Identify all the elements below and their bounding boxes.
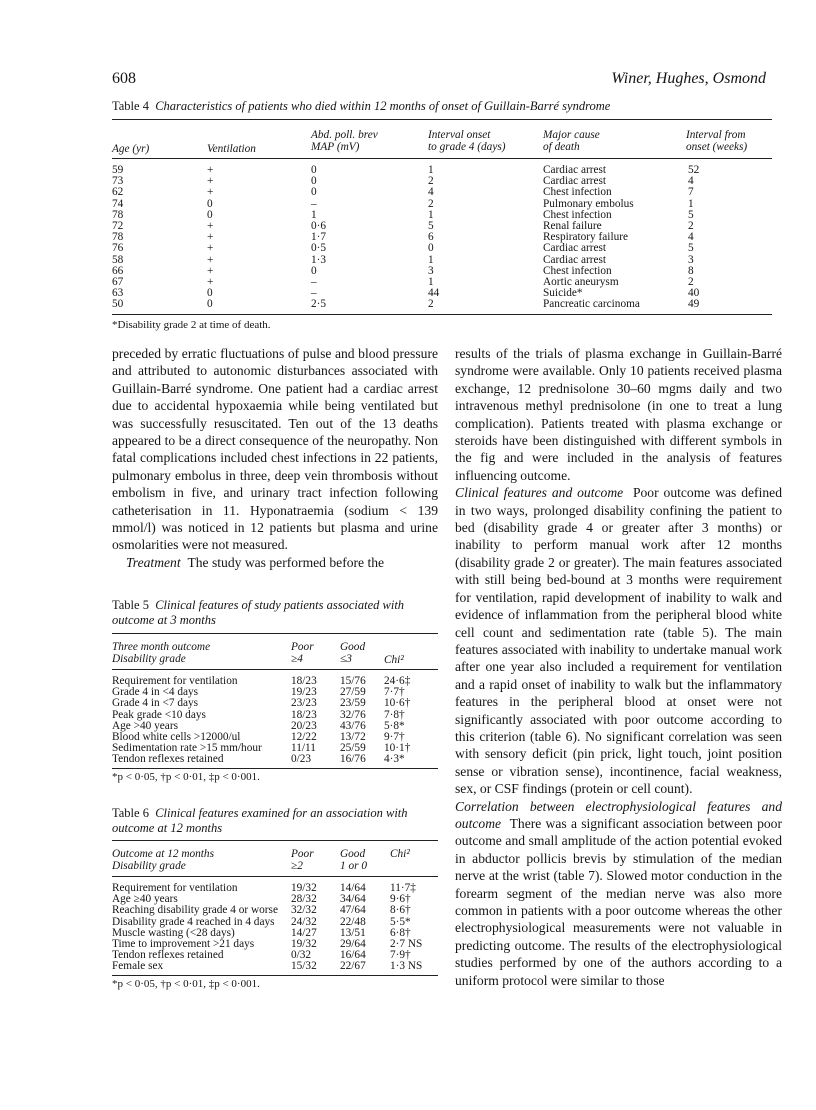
table5-caption (112, 598, 438, 628)
interval-cell: 0 (428, 242, 434, 255)
map-cell: 1·3 (311, 253, 327, 266)
weeks-cell: 40 (688, 287, 700, 300)
table5-header-rule (112, 669, 438, 670)
table4-row (112, 187, 772, 198)
table6-body (112, 883, 438, 973)
interval-cell: 1 (428, 276, 434, 289)
map-cell: 1·7 (311, 231, 327, 244)
poor-cell: 0/32 (291, 949, 312, 962)
weeks-cell: 5 (688, 242, 694, 255)
treatment-paragraph: The study was performed before the (187, 554, 385, 570)
ventilation-cell: 0 (207, 287, 213, 300)
table5-bottom-rule (112, 768, 438, 769)
chi-cell: 8·6† (390, 904, 411, 917)
table6-col-outcome-l1: Outcome at 12 months (112, 848, 214, 860)
table6-col-poor (291, 848, 314, 872)
interval-cell: 4 (428, 186, 434, 199)
good-cell: 23/59 (340, 697, 366, 710)
poor-cell: 19/23 (291, 686, 317, 699)
feature-cell: Sedimentation rate >15 mm/hour (112, 742, 262, 755)
weeks-cell: 5 (688, 208, 694, 221)
age-cell: 76 (112, 242, 124, 255)
cause-cell: Cardiac arrest (543, 242, 607, 255)
ventilation-cell: + (207, 242, 214, 255)
cause-cell: Pancreatic carcinoma (543, 298, 640, 311)
feature-cell: Grade 4 in <7 days (112, 697, 199, 710)
weeks-cell: 52 (688, 164, 700, 176)
age-cell: 74 (112, 197, 124, 210)
page-number: 608 (112, 70, 136, 87)
table5-body (112, 676, 438, 766)
map-cell: 2·5 (311, 298, 327, 311)
table5-col-outcome-l2: Disability grade (112, 653, 186, 665)
table4-col-map (311, 129, 378, 153)
ventilation-cell: 0 (207, 208, 213, 221)
electrophysiology-heading: Correlation between electrophysiological features and outcome (455, 798, 782, 831)
map-cell: – (311, 287, 317, 300)
cause-cell: Chest infection (543, 186, 612, 199)
chi-cell: 10·6† (384, 697, 411, 710)
right-paragraph-1: results of the trials of plasma exchange in Guillain-Barré syndrome were available. Only 10 patients received plasma exchange, 12 prednisolone 30–60 mgms daily and two intravenous methyl prednisolone (in one to treat a lung complication). Patients treated with plasma exchange or steroids have been distinguished with different symbols in the fig and were included in the analysis of features influencing outcome. (455, 346, 782, 483)
age-cell: 73 (112, 175, 124, 188)
feature-cell: Tendon reflexes retained (112, 949, 224, 962)
ventilation-cell: + (207, 175, 214, 188)
clinical-features-heading: Clinical features and outcome (455, 485, 624, 501)
weeks-cell: 4 (688, 175, 694, 188)
poor-cell: 19/32 (291, 882, 317, 894)
table6-row (112, 905, 438, 916)
chi-cell: 1·3 NS (390, 960, 423, 973)
table5-col-good-l1: Good (340, 641, 366, 653)
interval-cell: 2 (428, 175, 434, 188)
table5-col-good-l2: ≤3 (340, 653, 352, 665)
table5-col-poor-l2: ≥4 (291, 653, 303, 665)
table6-caption (112, 806, 438, 836)
poor-cell: 28/32 (291, 893, 317, 906)
table5-footnote: *p < 0·05, †p < 0·01, ‡p < 0·001. (112, 771, 260, 783)
good-cell: 14/64 (340, 882, 366, 894)
right-column-text (455, 345, 782, 989)
poor-cell: 0/23 (291, 753, 312, 766)
table6-col-good-l2: 1 or 0 (340, 860, 367, 872)
interval-cell: 44 (428, 287, 440, 300)
table4-row (112, 243, 772, 254)
chi-cell: 11·7‡ (390, 882, 416, 894)
table4-col-interval-l1: Interval onset (428, 129, 491, 141)
table5-col-poor-l1: Poor (291, 641, 314, 653)
weeks-cell: 4 (688, 231, 694, 244)
table4-label: Table 4 (112, 99, 149, 113)
table4-row (112, 299, 772, 310)
feature-cell: Disability grade 4 reached in 4 days (112, 915, 275, 928)
table4-col-cause (543, 129, 600, 153)
table6-bottom-rule (112, 975, 438, 976)
table4-col-cause-l1: Major cause (543, 129, 600, 141)
ventilation-cell: 0 (207, 197, 213, 210)
table5-col-outcome-l1: Three month outcome (112, 641, 211, 653)
map-cell: 0 (311, 264, 317, 277)
ventilation-cell: + (207, 231, 214, 244)
good-cell: 32/76 (340, 708, 366, 721)
cause-cell: Chest infection (543, 208, 612, 221)
table4-col-weeks-l1: Interval from (686, 129, 746, 141)
feature-cell: Requirement for ventilation (112, 675, 238, 687)
cause-cell: Suicide* (543, 287, 583, 300)
weeks-cell: 49 (688, 298, 700, 311)
table6-col-chi: Chi² (390, 848, 410, 860)
age-cell: 67 (112, 276, 124, 289)
chi-cell: 9·7† (384, 731, 405, 744)
ventilation-cell: + (207, 253, 214, 266)
weeks-cell: 8 (688, 264, 694, 277)
table4-col-ventilation: Ventilation (207, 143, 256, 155)
table6-col-outcome (112, 848, 214, 872)
chi-cell: 9·6† (390, 893, 411, 906)
age-cell: 58 (112, 253, 124, 266)
chi-cell: 7·7† (384, 686, 405, 699)
table6-row (112, 961, 438, 972)
poor-cell: 23/23 (291, 697, 317, 710)
left-paragraph-1: preceded by erratic fluctuations of pulse and blood pressure and attributed to autonomic disturbances associated with Guillain-Barré syndrome. One patient had a cardiac arrest due to accidental hypoxaemia while being ventilated but was successfully resuscitated. Ten out of the 13 deaths appeared to be a direct consequence of the neuropathy. Non fatal complications included chest infections in 22 patients, pulmonary embolus in three, deep vein thrombosis without embolism in five, and urinary tract infection following catheterisation in 11. Hyponatraemia (sodium < 139 mmol/l) was noticed in 12 patients but plasma and urine osmolarities were not measured. (112, 346, 438, 553)
table6-col-poor-l1: Poor (291, 848, 314, 860)
table5-col-chi: Chi² (384, 654, 404, 666)
feature-cell: Time to improvement >21 days (112, 938, 255, 951)
poor-cell: 19/32 (291, 938, 317, 951)
age-cell: 50 (112, 298, 124, 311)
interval-cell: 6 (428, 231, 434, 244)
chi-cell: 4·3* (384, 753, 405, 766)
map-cell: 0 (311, 164, 317, 176)
good-cell: 25/59 (340, 742, 366, 755)
poor-cell: 15/32 (291, 960, 317, 973)
table5-col-outcome (112, 641, 210, 665)
feature-cell: Reaching disability grade 4 or worse (112, 904, 278, 917)
chi-cell: 7·8† (384, 708, 405, 721)
chi-cell: 5·8* (384, 719, 405, 732)
ventilation-cell: + (207, 220, 214, 233)
cause-cell: Cardiac arrest (543, 253, 607, 266)
weeks-cell: 2 (688, 276, 694, 289)
table4-header-rule (112, 158, 772, 159)
weeks-cell: 7 (688, 186, 694, 199)
weeks-cell: 1 (688, 197, 694, 210)
table4-caption-text: Characteristics of patients who died within 12 months of onset of Guillain-Barré syndrome (155, 99, 611, 113)
poor-cell: 18/23 (291, 675, 317, 687)
age-cell: 72 (112, 220, 124, 233)
table6-col-good-l1: Good (340, 848, 366, 860)
table5-caption-text: Clinical features of study patients associated with outcome at 3 months (112, 598, 405, 627)
interval-cell: 1 (428, 208, 434, 221)
good-cell: 22/48 (340, 915, 366, 928)
good-cell: 15/76 (340, 675, 366, 687)
good-cell: 13/72 (340, 731, 366, 744)
feature-cell: Age >40 years (112, 719, 178, 732)
treatment-heading: Treatment (126, 554, 181, 570)
poor-cell: 14/27 (291, 926, 317, 939)
map-cell: 0 (311, 186, 317, 199)
ventilation-cell: + (207, 186, 214, 199)
table5-label: Table 5 (112, 598, 149, 612)
table5-col-poor (291, 641, 314, 665)
feature-cell: Blood white cells >12000/ul (112, 731, 241, 744)
table4-col-map-l1: Abd. poll. brev (311, 129, 378, 141)
feature-cell: Grade 4 in <4 days (112, 686, 199, 699)
table4-body (112, 165, 772, 311)
age-cell: 63 (112, 287, 124, 300)
weeks-cell: 3 (688, 253, 694, 266)
ventilation-cell: + (207, 164, 214, 176)
interval-cell: 2 (428, 197, 434, 210)
table6-caption-text: Clinical features examined for an association with outcome at 12 months (112, 806, 408, 835)
poor-cell: 18/23 (291, 708, 317, 721)
chi-cell: 2·7 NS (390, 938, 423, 951)
good-cell: 22/67 (340, 960, 366, 973)
feature-cell: Peak grade <10 days (112, 708, 206, 721)
table5-row (112, 754, 438, 765)
age-cell: 66 (112, 264, 124, 277)
map-cell: 1 (311, 208, 317, 221)
weeks-cell: 2 (688, 220, 694, 233)
good-cell: 16/64 (340, 949, 366, 962)
interval-cell: 1 (428, 253, 434, 266)
good-cell: 16/76 (340, 753, 366, 766)
interval-cell: 1 (428, 164, 434, 176)
map-cell: – (311, 197, 317, 210)
good-cell: 29/64 (340, 938, 366, 951)
good-cell: 34/64 (340, 893, 366, 906)
cause-cell: Pulmonary embolus (543, 197, 634, 210)
table4-col-map-l2: MAP (mV) (311, 141, 360, 153)
good-cell: 43/76 (340, 719, 366, 732)
table5-col-good (340, 641, 365, 665)
table6-header-rule (112, 876, 438, 877)
feature-cell: Muscle wasting (<28 days) (112, 926, 235, 939)
table6-top-rule (112, 840, 438, 841)
feature-cell: Age ≥40 years (112, 893, 178, 906)
ventilation-cell: + (207, 264, 214, 277)
chi-cell: 6·8† (390, 926, 411, 939)
age-cell: 78 (112, 208, 124, 221)
cause-cell: Respiratory failure (543, 231, 629, 244)
age-cell: 78 (112, 231, 124, 244)
table4-col-age: Age (yr) (112, 143, 150, 155)
good-cell: 27/59 (340, 686, 366, 699)
good-cell: 47/64 (340, 904, 366, 917)
table4-bottom-rule (112, 314, 772, 315)
table4-col-weeks-l2: onset (weeks) (686, 141, 748, 153)
poor-cell: 11/11 (291, 742, 316, 755)
electrophysiology-paragraph: There was a significant association between poor outcome and small amplitude of the action potential evoked in abductor pollicis brevis by stimulation of the median nerve at the wrist (table 7). Slowed motor conduction in the forearm segment of the median nerve was also more common in patients with a poor outcome whereas the other electrophysiological measurements were not valuable in predicting outcome. The results of the electrophysiological studies performed by one of the authors according to a uniform protocol were similar to those (455, 815, 783, 988)
table4-footnote: *Disability grade 2 at time of death. (112, 319, 271, 331)
feature-cell: Female sex (112, 960, 164, 973)
chi-cell: 5·5* (390, 915, 411, 928)
left-column-text (112, 345, 438, 571)
cause-cell: Aortic aneurysm (543, 276, 619, 289)
map-cell: 0·6 (311, 220, 327, 233)
cause-cell: Cardiac arrest (543, 164, 607, 176)
feature-cell: Tendon reflexes retained (112, 753, 224, 766)
map-cell: – (311, 276, 317, 289)
poor-cell: 12/22 (291, 731, 317, 744)
good-cell: 13/51 (340, 926, 366, 939)
table6-col-good (340, 848, 367, 872)
cause-cell: Chest infection (543, 264, 612, 277)
ventilation-cell: 0 (207, 298, 213, 311)
table6-col-poor-l2: ≥2 (291, 860, 303, 872)
table6-footnote: *p < 0·05, †p < 0·01, ‡p < 0·001. (112, 978, 260, 990)
table4-caption (112, 99, 772, 114)
ventilation-cell: + (207, 276, 214, 289)
table5-row (112, 698, 438, 709)
table6-label: Table 6 (112, 806, 149, 820)
age-cell: 59 (112, 164, 124, 176)
chi-cell: 24·6‡ (384, 675, 411, 687)
table4-col-cause-l2: of death (543, 141, 580, 153)
feature-cell: Requirement for ventilation (112, 882, 238, 894)
table4-col-weeks (686, 129, 747, 153)
table4-col-interval-l2: to grade 4 (days) (428, 141, 506, 153)
clinical-features-paragraph: Poor outcome was defined in two ways, prolonged disability confining the patient to bed (disability grade 4 or greater after 3 months) or inability to perform manual work after 12 months (disability grade 2 or greater). The main features associated with still being bed-bound at 3 months were requirement for ventilation, rapid development of inability to walk and evidence of inflammation from the peripheral blood white cell count and sedimentation rate (table 5). The main features associated with inability to undertake manual work after one year also included a requirement for ventilation and a rapid onset of inability to walk but the inflammatory features in the peripheral blood at onset were not significantly associated with poor outcome according to this criterion (table 6). No significant correlation was seen with sensory deficit (pin prick, light touch, joint position sense or vibration sense), incontinence, facial weakness, sex, or CSF findings (protein or cell count). (455, 485, 782, 797)
running-authors: Winer, Hughes, Osmond (611, 70, 766, 87)
poor-cell: 20/23 (291, 719, 317, 732)
interval-cell: 3 (428, 264, 434, 277)
cause-cell: Renal failure (543, 220, 602, 233)
poor-cell: 32/32 (291, 904, 317, 917)
cause-cell: Cardiac arrest (543, 175, 607, 188)
table4-col-interval (428, 129, 506, 153)
map-cell: 0 (311, 175, 317, 188)
chi-cell: 7·9† (390, 949, 411, 962)
table4-top-rule (112, 119, 772, 120)
table5-top-rule (112, 633, 438, 634)
poor-cell: 24/32 (291, 915, 317, 928)
map-cell: 0·5 (311, 242, 327, 255)
interval-cell: 5 (428, 220, 434, 233)
chi-cell: 10·1† (384, 742, 411, 755)
interval-cell: 2 (428, 298, 434, 311)
age-cell: 62 (112, 186, 124, 199)
table6-col-outcome-l2: Disability grade (112, 860, 186, 872)
